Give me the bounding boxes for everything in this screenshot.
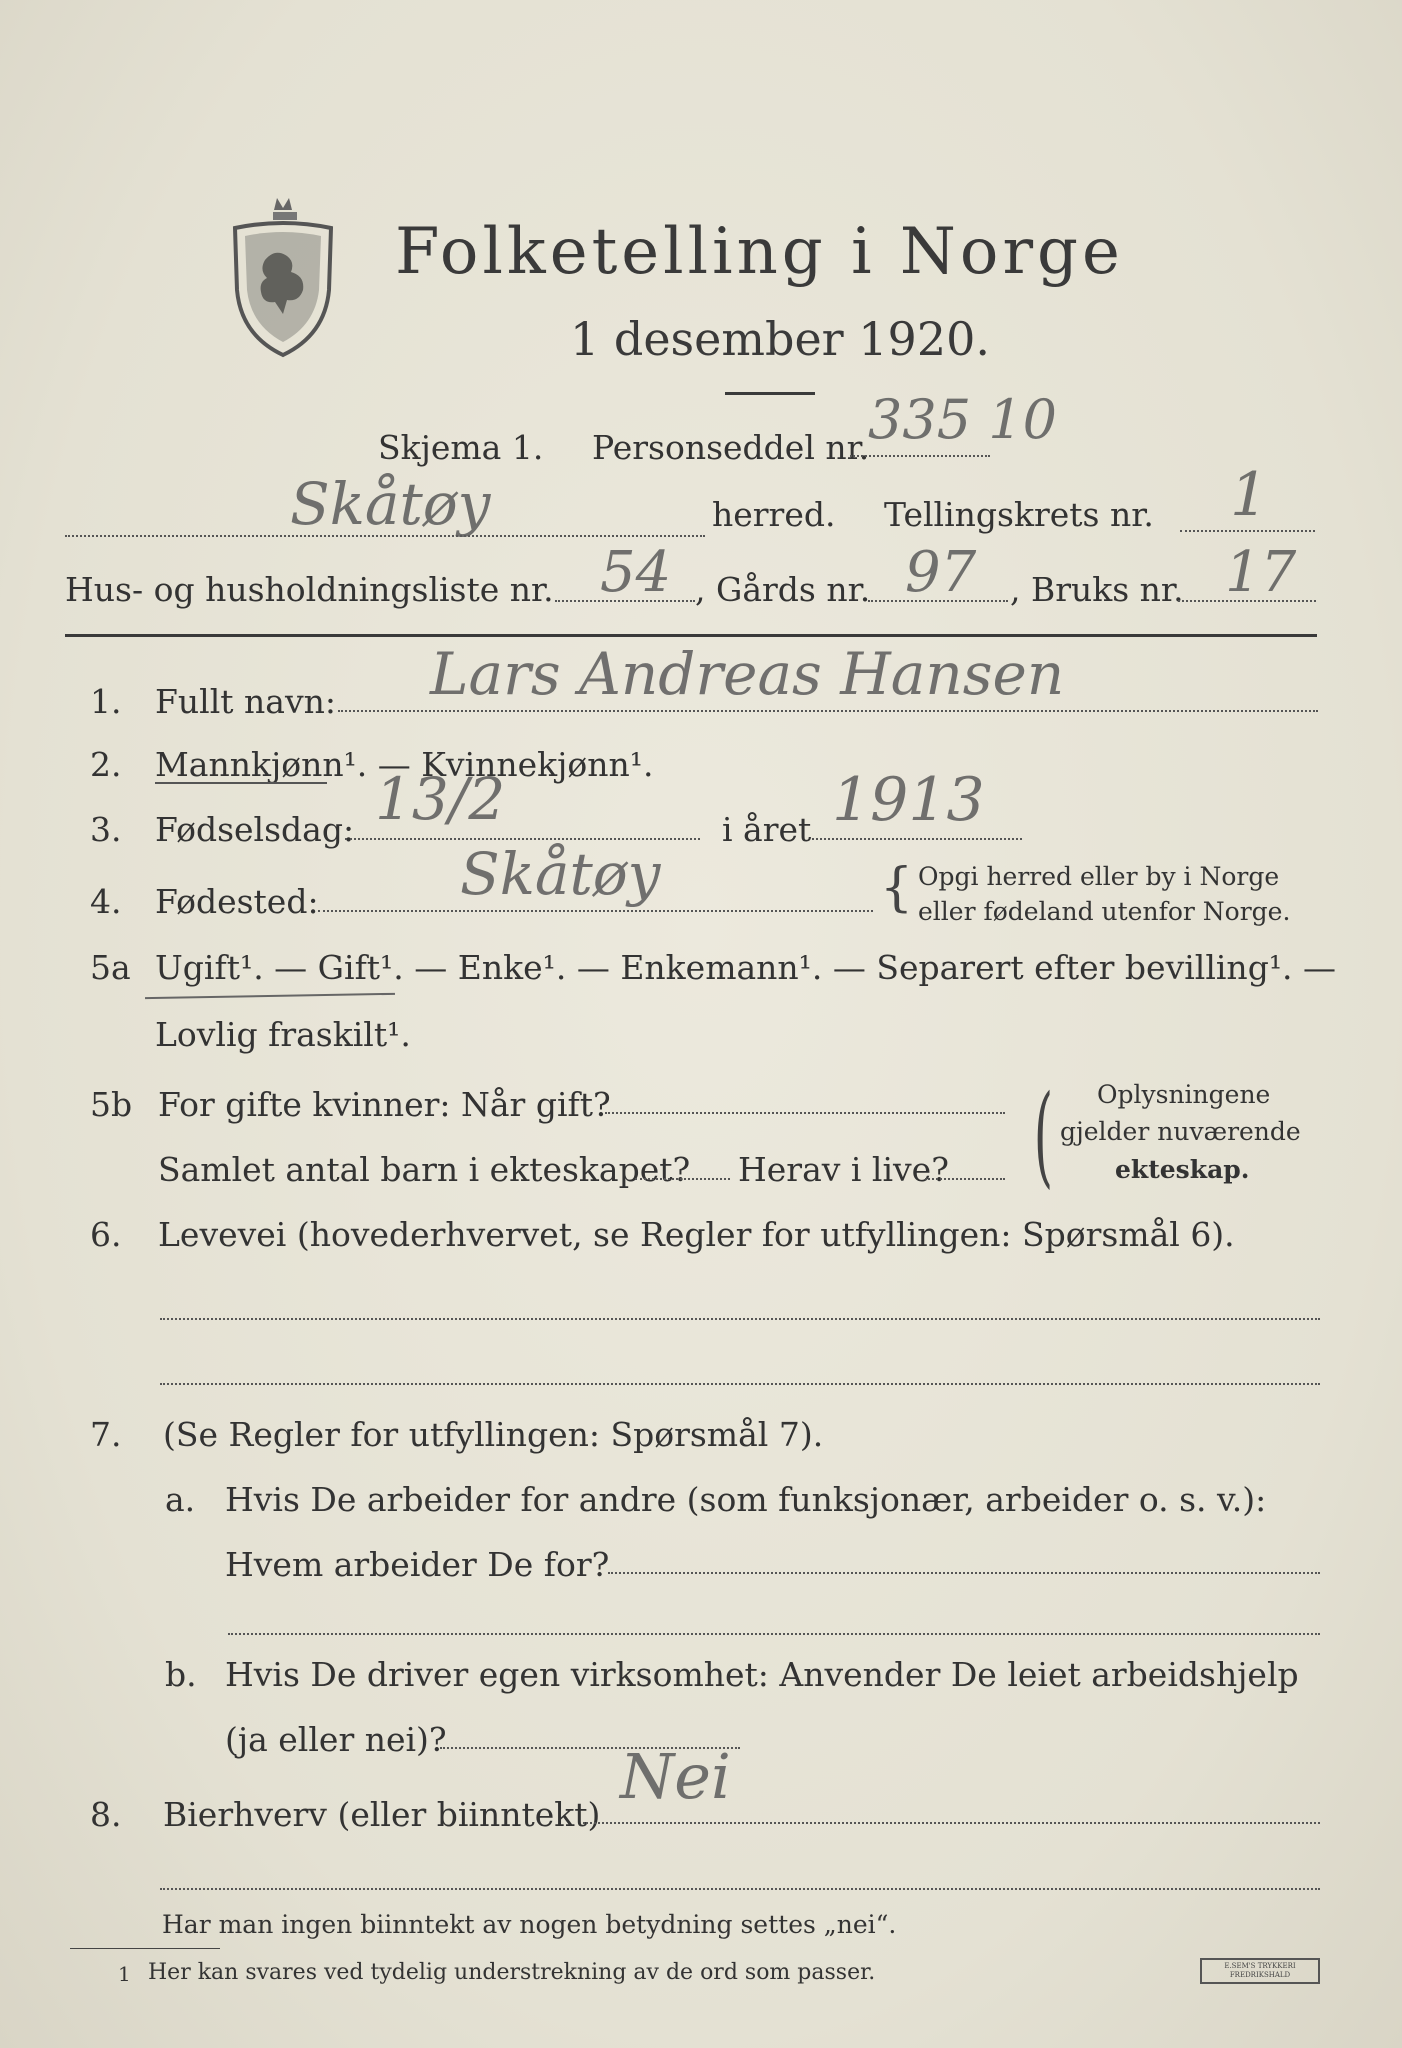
tellingskrets-line <box>1180 530 1315 532</box>
tellingskrets-label: Tellingskrets nr. <box>884 495 1154 534</box>
footnote-rule <box>70 1948 220 1949</box>
q7-label: (Se Regler for utfyllingen: Spørsmål 7). <box>163 1415 824 1454</box>
year-line <box>812 838 1022 840</box>
gender-options[interactable]: Mannkjønn¹. — Kvinnekjønn¹. <box>155 745 654 784</box>
birthplace-value[interactable]: Skåtøy <box>460 840 661 908</box>
q5b-line2a: Samlet antal barn i ekteskapet? <box>158 1150 691 1189</box>
birthday-value[interactable]: 13/2 <box>375 765 506 833</box>
footnote-mark: 1 <box>118 1962 131 1986</box>
form-title: Folketelling i Norge <box>395 215 1124 289</box>
occupation-line-1[interactable] <box>160 1318 1320 1320</box>
birthplace-line <box>318 910 873 912</box>
personseddel-line <box>850 455 990 457</box>
q5a-number: 5a <box>90 948 131 987</box>
q7b-line2: (ja eller nei)? <box>225 1720 447 1759</box>
husliste-label: Hus- og husholdningsliste nr. <box>65 570 554 609</box>
q2-number: 2. <box>90 745 122 784</box>
q7a-line1: Hvis De arbeider for andre (som funksjonær, arbeider o. s. v.): <box>225 1480 1267 1519</box>
husliste-value[interactable]: 54 <box>600 540 672 605</box>
married-when-line[interactable] <box>605 1112 1005 1114</box>
marital-underline <box>145 993 395 999</box>
q7a-line2: Hvem arbeider De for? <box>225 1545 610 1584</box>
q6-label: Levevei (hovederhvervet, se Regler for utfyllingen: Spørsmål 6). <box>158 1215 1235 1254</box>
secondary-income-line[interactable] <box>583 1822 1320 1824</box>
year-label: i året <box>722 810 812 849</box>
birthplace-note-1: Opgi herred eller by i Norge <box>918 862 1280 891</box>
bruks-value[interactable]: 17 <box>1225 540 1297 605</box>
q5b-note-2: gjelder nuværende <box>1060 1117 1301 1146</box>
q7a-letter: a. <box>165 1480 196 1519</box>
q5b-note-3: ekteskap. <box>1115 1155 1250 1184</box>
q4-label: Fødested: <box>155 882 319 921</box>
gender-underline <box>155 782 327 784</box>
marital-status-options[interactable]: Ugift¹. — Gift¹. — Enke¹. — Enkemann¹. — Separert efter bevilling¹. — <box>155 948 1337 987</box>
birthplace-note-2: eller fødeland utenfor Norge. <box>918 897 1291 926</box>
printer-stamp-line-1: E.SEM'S TRYKKERI <box>1224 1962 1296 1970</box>
herred-value[interactable]: Skåtøy <box>290 470 491 538</box>
printer-stamp <box>1200 1958 1320 1984</box>
occupation-line-2[interactable] <box>160 1383 1320 1385</box>
q5b-note-1: Oplysningene <box>1097 1080 1271 1109</box>
title-divider <box>725 392 815 395</box>
full-name-value[interactable]: Lars Andreas Hansen <box>430 640 1065 708</box>
q7b-letter: b. <box>165 1655 197 1694</box>
employer-line-2[interactable] <box>228 1633 1320 1635</box>
footnote-text: Her kan svares ved tydelig understrekning av de ord som passer. <box>148 1960 876 1985</box>
secondary-income-value[interactable]: Nei <box>620 1740 731 1813</box>
personseddel-label: Personseddel nr. <box>592 428 870 467</box>
birthplace-brace: { <box>880 858 914 918</box>
q8-label: Bierhverv (eller biinntekt) <box>163 1795 601 1834</box>
q7b-line1: Hvis De driver egen virksomhet: Anvender De leiet arbeidshjelp <box>225 1655 1299 1694</box>
children-alive-line[interactable] <box>925 1178 1005 1180</box>
herred-label: herred. <box>712 495 836 534</box>
gards-label: , Gårds nr. <box>695 570 871 609</box>
q8-number: 8. <box>90 1795 122 1834</box>
q4-number: 4. <box>90 882 122 921</box>
bruks-label: , Bruks nr. <box>1010 570 1184 609</box>
secondary-income-line-2[interactable] <box>160 1888 1320 1890</box>
personseddel-value[interactable]: 335 10 <box>868 388 1057 451</box>
q5b-number: 5b <box>90 1085 133 1124</box>
q7-number: 7. <box>90 1415 122 1454</box>
birth-year-value[interactable]: 1913 <box>832 765 985 835</box>
form-date: 1 desember 1920. <box>570 312 990 366</box>
q5b-brace: ( <box>1033 1071 1054 1199</box>
skjema-label: Skjema 1. <box>378 428 544 467</box>
q6-number: 6. <box>90 1215 122 1254</box>
printer-stamp-line-2: FREDRIKSHALD <box>1229 1971 1291 1979</box>
gards-value[interactable]: 97 <box>905 540 977 605</box>
q3-number: 3. <box>90 810 122 849</box>
coat-of-arms-icon <box>225 190 340 360</box>
marital-status-options-2[interactable]: Lovlig fraskilt¹. <box>155 1015 411 1054</box>
q1-line <box>338 710 1318 712</box>
employer-line-1[interactable] <box>608 1572 1320 1574</box>
children-total-line[interactable] <box>635 1178 730 1180</box>
q5b-line1: For gifte kvinner: Når gift? <box>158 1085 611 1124</box>
q1-label: Fullt navn: <box>155 682 336 721</box>
tellingskrets-value[interactable]: 1 <box>1230 460 1269 530</box>
header-rule <box>65 634 1317 637</box>
footer-note: Har man ingen biinntekt av nogen betydning settes „nei“. <box>162 1910 897 1939</box>
q3-label: Fødselsdag: <box>155 810 355 849</box>
q5b-line2b: Herav i live? <box>738 1150 949 1189</box>
q1-number: 1. <box>90 682 122 721</box>
